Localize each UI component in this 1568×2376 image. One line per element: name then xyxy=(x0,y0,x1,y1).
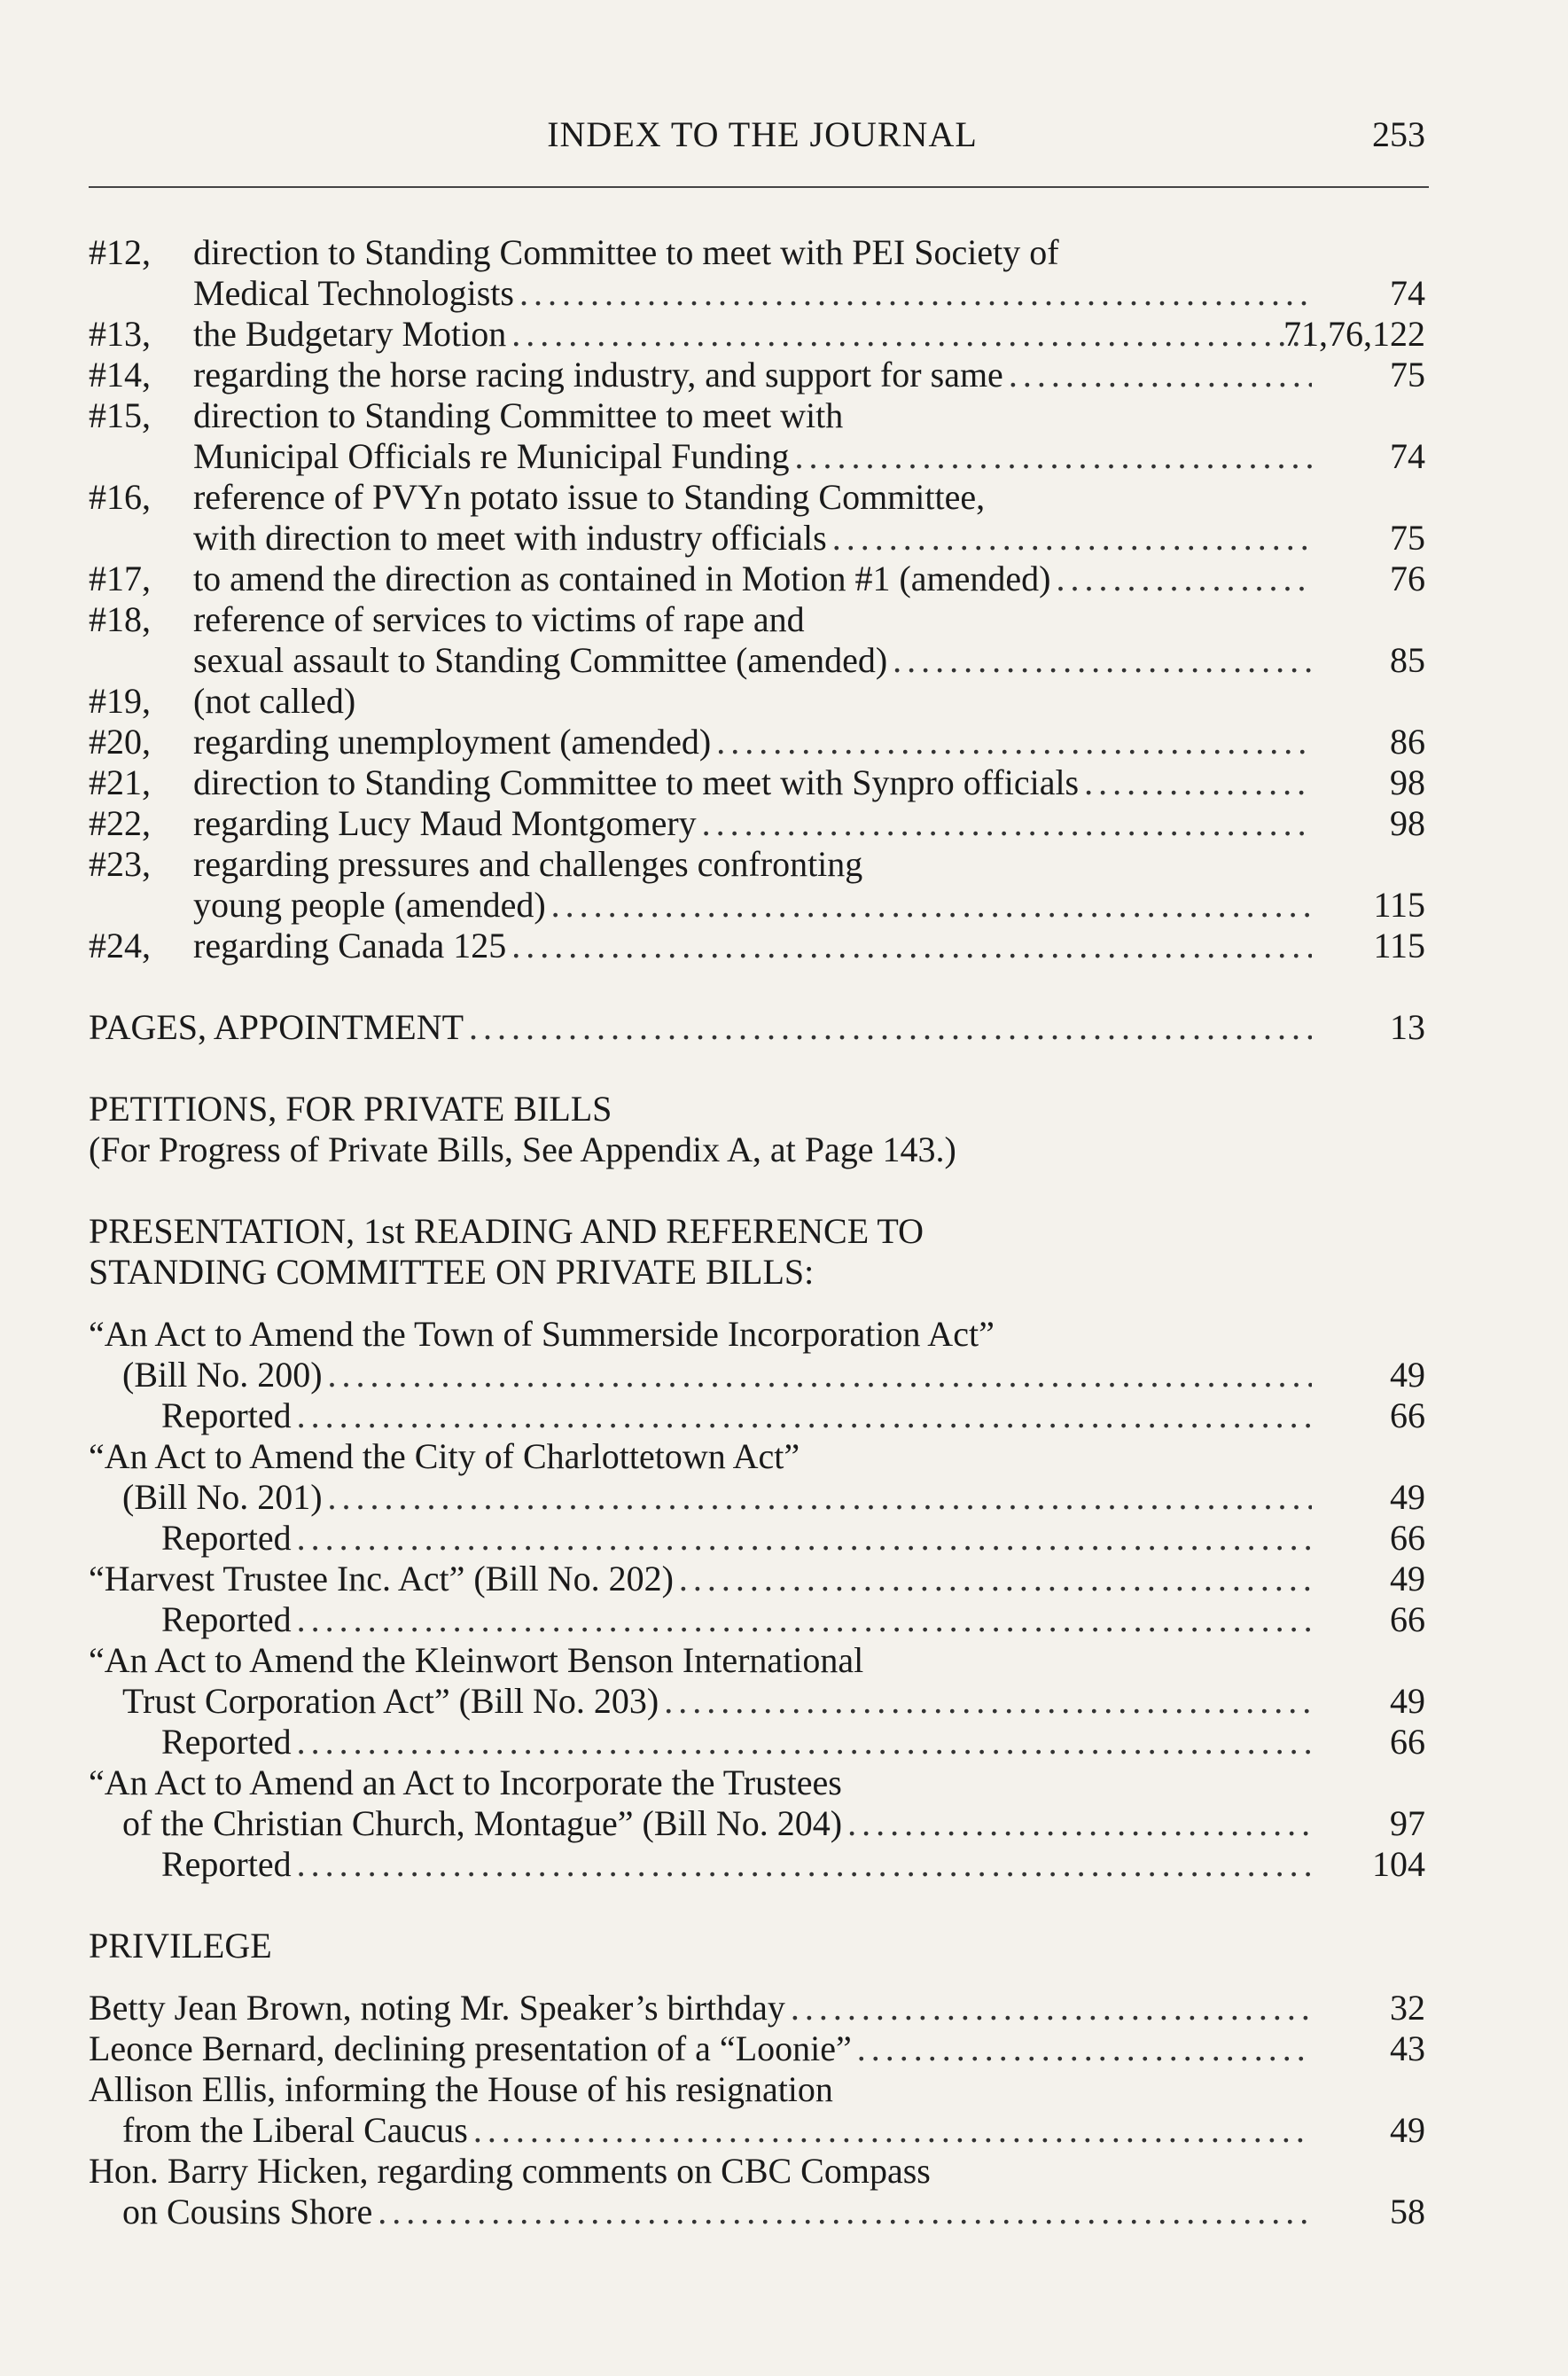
motion-number: #13, xyxy=(89,314,151,354)
page-reference: 66 xyxy=(1390,1395,1425,1435)
bill-reported-entry xyxy=(89,1518,1436,1559)
motion-number: #24, xyxy=(89,926,151,965)
motion-text: reference of PVYn potato issue to Standing Committee, xyxy=(193,477,986,517)
dot-leader xyxy=(785,1988,1312,2028)
motion-entry xyxy=(89,762,1436,803)
dot-leader xyxy=(468,2110,1312,2151)
privilege-entry xyxy=(89,2192,1436,2232)
dot-leader xyxy=(323,1477,1312,1518)
bill-title-leader xyxy=(122,1803,1312,1844)
reported-label: Reported xyxy=(161,1518,292,1558)
reported-label: Reported xyxy=(161,1722,292,1762)
spacer xyxy=(89,1966,1436,1988)
motion-number: #18, xyxy=(89,599,151,639)
page-reference: 74 xyxy=(1390,273,1425,313)
bill-entry xyxy=(89,1436,1436,1477)
motion-text: Medical Technologists xyxy=(193,273,514,313)
motion-text-leader xyxy=(193,436,1312,477)
bill-title: (Bill No. 200) xyxy=(122,1355,323,1395)
dot-leader xyxy=(506,926,1312,966)
motion-text: young people (amended) xyxy=(193,885,546,925)
motion-number: #20, xyxy=(89,722,151,762)
motion-text: regarding pressures and challenges confronting xyxy=(193,844,863,884)
bill-title: “An Act to Amend an Act to Incorporate the Trustees xyxy=(89,1762,842,1802)
bill-reported-entry xyxy=(89,1722,1436,1762)
privilege-text: Betty Jean Brown, noting Mr. Speaker’s birthday xyxy=(89,1988,785,2028)
page-reference: 66 xyxy=(1390,1722,1425,1762)
motion-text-leader xyxy=(193,803,1312,844)
motion-text: to amend the direction as contained in Motion #1 (amended) xyxy=(193,559,1051,598)
dot-leader xyxy=(674,1559,1312,1599)
motion-text: direction to Standing Committee to meet with Synpro officials xyxy=(193,762,1080,802)
presentation-heading xyxy=(89,1211,1436,1252)
petitions-note xyxy=(89,1129,1436,1170)
bill-title: Trust Corporation Act” (Bill No. 203) xyxy=(122,1681,659,1721)
page-reference: 85 xyxy=(1390,640,1425,680)
bill-title-leader xyxy=(122,1477,1312,1518)
reported-label: Reported xyxy=(161,1844,292,1884)
section-heading: PETITIONS, FOR PRIVATE BILLS xyxy=(89,1089,612,1129)
motion-entry xyxy=(89,518,1436,559)
privilege-text-leader xyxy=(122,2110,1312,2151)
page-reference: 98 xyxy=(1390,803,1425,843)
page-reference: 66 xyxy=(1390,1518,1425,1558)
bill-reported-entry xyxy=(89,1844,1436,1885)
reported-label-leader xyxy=(161,1844,1312,1885)
dot-leader xyxy=(546,885,1312,926)
page-reference: 49 xyxy=(1390,1681,1425,1721)
dot-leader xyxy=(506,314,1312,355)
bill-reported-entry xyxy=(89,1395,1436,1436)
page-reference: 74 xyxy=(1390,436,1425,476)
page-number: 253 xyxy=(1372,114,1425,154)
bill-title: “Harvest Trustee Inc. Act” (Bill No. 202) xyxy=(89,1559,674,1598)
motion-text-leader xyxy=(193,722,1312,762)
dot-leader xyxy=(1051,559,1313,599)
dot-leader xyxy=(827,518,1312,559)
bill-entry xyxy=(89,1355,1436,1395)
motion-entry xyxy=(89,273,1436,314)
index-content xyxy=(89,232,1436,2232)
bill-title-leader xyxy=(122,1681,1312,1722)
bill-entry xyxy=(89,1477,1436,1518)
page-reference: 115 xyxy=(1373,885,1425,925)
dot-leader xyxy=(292,1599,1312,1640)
section-heading: PAGES, APPOINTMENT xyxy=(89,1007,464,1047)
bill-entry xyxy=(89,1314,1436,1355)
privilege-text: Hon. Barry Hicken, regarding comments on CBC Compass xyxy=(89,2151,931,2191)
dot-leader xyxy=(1003,355,1312,395)
privilege-entry xyxy=(89,1988,1436,2028)
page-reference: 71,76,122 xyxy=(1283,314,1425,354)
privilege-entry xyxy=(89,2151,1436,2192)
dot-leader xyxy=(842,1803,1312,1844)
motion-text-leader xyxy=(193,762,1312,803)
section-heading: PRESENTATION, 1st READING AND REFERENCE TO xyxy=(89,1211,924,1251)
dot-leader xyxy=(659,1681,1312,1722)
motion-number: #12, xyxy=(89,232,151,272)
motion-text: regarding Lucy Maud Montgomery xyxy=(193,803,697,843)
motion-text-leader xyxy=(193,926,1312,966)
motion-number: #22, xyxy=(89,803,151,843)
reported-label-leader xyxy=(161,1518,1312,1559)
section-note: (For Progress of Private Bills, See Appendix A, at Page 143.) xyxy=(89,1129,956,1169)
privilege-entry xyxy=(89,2069,1436,2110)
motion-entry xyxy=(89,926,1436,966)
dot-leader xyxy=(323,1355,1312,1395)
page-reference: 97 xyxy=(1390,1803,1425,1843)
privilege-text: from the Liberal Caucus xyxy=(122,2110,468,2150)
spacer xyxy=(89,1048,1436,1089)
motion-text: regarding the horse racing industry, and support for same xyxy=(193,355,1003,395)
motion-text-leader xyxy=(193,640,1312,681)
page-reference: 13 xyxy=(1390,1007,1425,1047)
section-heading-leader xyxy=(89,1007,1312,1048)
page-reference: 49 xyxy=(1390,1355,1425,1395)
privilege-text-leader xyxy=(89,2028,1312,2069)
dot-leader xyxy=(292,1844,1312,1885)
privilege-heading xyxy=(89,1926,1436,1966)
motion-entry xyxy=(89,232,1436,273)
motion-text: regarding Canada 125 xyxy=(193,926,507,965)
page-reference: 86 xyxy=(1390,722,1425,762)
dot-leader xyxy=(887,640,1312,681)
motion-entry xyxy=(89,314,1436,355)
bill-title-leader xyxy=(89,1559,1312,1599)
privilege-entry xyxy=(89,2110,1436,2151)
motion-text: (not called) xyxy=(193,681,356,721)
motion-text: regarding unemployment (amended) xyxy=(193,722,712,762)
dot-leader xyxy=(464,1007,1312,1048)
page-reference: 104 xyxy=(1372,1844,1425,1884)
page-reference: 66 xyxy=(1390,1599,1425,1639)
privilege-text: Leonce Bernard, declining presentation of a “Loonie” xyxy=(89,2028,852,2068)
dot-leader xyxy=(372,2192,1312,2232)
bill-entry xyxy=(89,1681,1436,1722)
page-reference: 43 xyxy=(1390,2028,1425,2068)
dot-leader xyxy=(852,2028,1312,2069)
dot-leader xyxy=(711,722,1312,762)
page-reference: 58 xyxy=(1390,2192,1425,2231)
page-reference: 49 xyxy=(1390,1477,1425,1517)
motion-text: reference of services to victims of rape and xyxy=(193,599,805,639)
motion-text: Municipal Officials re Municipal Funding xyxy=(193,436,790,476)
page-reference: 49 xyxy=(1390,1559,1425,1598)
bill-entry xyxy=(89,1640,1436,1681)
privilege-entry xyxy=(89,2028,1436,2069)
page-reference: 76 xyxy=(1390,559,1425,598)
motion-entry xyxy=(89,844,1436,885)
reported-label-leader xyxy=(161,1722,1312,1762)
reported-label-leader xyxy=(161,1395,1312,1436)
dot-leader xyxy=(697,803,1312,844)
motion-text: with direction to meet with industry officials xyxy=(193,518,827,558)
dot-leader xyxy=(1079,762,1312,803)
privilege-text: Allison Ellis, informing the House of his resignation xyxy=(89,2069,833,2109)
dot-leader xyxy=(514,273,1312,314)
motion-entry xyxy=(89,681,1436,722)
header-rule xyxy=(89,186,1429,188)
motion-number: #23, xyxy=(89,844,151,884)
motion-entry xyxy=(89,640,1436,681)
dot-leader xyxy=(789,436,1312,477)
page-reference: 75 xyxy=(1390,518,1425,558)
reported-label: Reported xyxy=(161,1395,292,1435)
motion-number: #17, xyxy=(89,559,151,598)
page-reference: 49 xyxy=(1390,2110,1425,2150)
page-reference: 32 xyxy=(1390,1988,1425,2028)
bill-entry xyxy=(89,1803,1436,1844)
section-heading: PRIVILEGE xyxy=(89,1926,272,1966)
motion-text-leader xyxy=(193,273,1312,314)
motion-text-leader xyxy=(193,559,1312,599)
motion-entry xyxy=(89,722,1436,762)
dot-leader xyxy=(292,1518,1312,1559)
bill-entry xyxy=(89,1762,1436,1803)
bill-title: “An Act to Amend the Kleinwort Benson International xyxy=(89,1640,864,1680)
reported-label: Reported xyxy=(161,1599,292,1639)
bill-title: “An Act to Amend the Town of Summerside Incorporation Act” xyxy=(89,1314,995,1354)
motion-entry xyxy=(89,803,1436,844)
motion-text: direction to Standing Committee to meet with PEI Society of xyxy=(193,232,1059,272)
motion-number: #21, xyxy=(89,762,151,802)
bill-title-leader xyxy=(122,1355,1312,1395)
motion-number: #15, xyxy=(89,395,151,435)
motion-text: the Budgetary Motion xyxy=(193,314,507,354)
reported-label-leader xyxy=(161,1599,1312,1640)
spacer xyxy=(89,1170,1436,1211)
motion-number: #16, xyxy=(89,477,151,517)
section-heading: STANDING COMMITTEE ON PRIVATE BILLS: xyxy=(89,1252,815,1292)
bill-title: of the Christian Church, Montague” (Bill No. 204) xyxy=(122,1803,843,1843)
presentation-heading xyxy=(89,1252,1436,1293)
page-reference: 75 xyxy=(1390,355,1425,395)
motion-entry xyxy=(89,477,1436,518)
pages-appointment-entry xyxy=(89,1007,1436,1048)
bill-title: (Bill No. 201) xyxy=(122,1477,323,1517)
motion-text-leader xyxy=(193,355,1312,395)
dot-leader xyxy=(292,1722,1312,1762)
motion-entry xyxy=(89,599,1436,640)
spacer xyxy=(89,966,1436,1007)
dot-leader xyxy=(292,1395,1312,1436)
motion-entry xyxy=(89,559,1436,599)
motion-text-leader xyxy=(193,885,1312,926)
page-reference: 98 xyxy=(1390,762,1425,802)
motion-entry xyxy=(89,885,1436,926)
motion-text-leader xyxy=(193,314,1312,355)
privilege-text-leader xyxy=(122,2192,1312,2232)
motion-text: sexual assault to Standing Committee (amended) xyxy=(193,640,888,680)
spacer xyxy=(89,1293,1436,1314)
page-title: INDEX TO THE JOURNAL xyxy=(547,114,978,154)
motion-entry xyxy=(89,436,1436,477)
motion-number: #19, xyxy=(89,681,151,721)
running-header xyxy=(89,105,1436,158)
motion-entry xyxy=(89,395,1436,436)
petitions-heading xyxy=(89,1089,1436,1129)
spacer xyxy=(89,1885,1436,1926)
page-reference: 115 xyxy=(1373,926,1425,965)
bill-reported-entry xyxy=(89,1599,1436,1640)
motion-number: #14, xyxy=(89,355,151,395)
bill-title: “An Act to Amend the City of Charlottetown Act” xyxy=(89,1436,800,1476)
motion-text: direction to Standing Committee to meet with xyxy=(193,395,844,435)
privilege-text: on Cousins Shore xyxy=(122,2192,373,2231)
privilege-text-leader xyxy=(89,1988,1312,2028)
motion-text-leader xyxy=(193,518,1312,559)
bill-entry xyxy=(89,1559,1436,1599)
motion-entry xyxy=(89,355,1436,395)
